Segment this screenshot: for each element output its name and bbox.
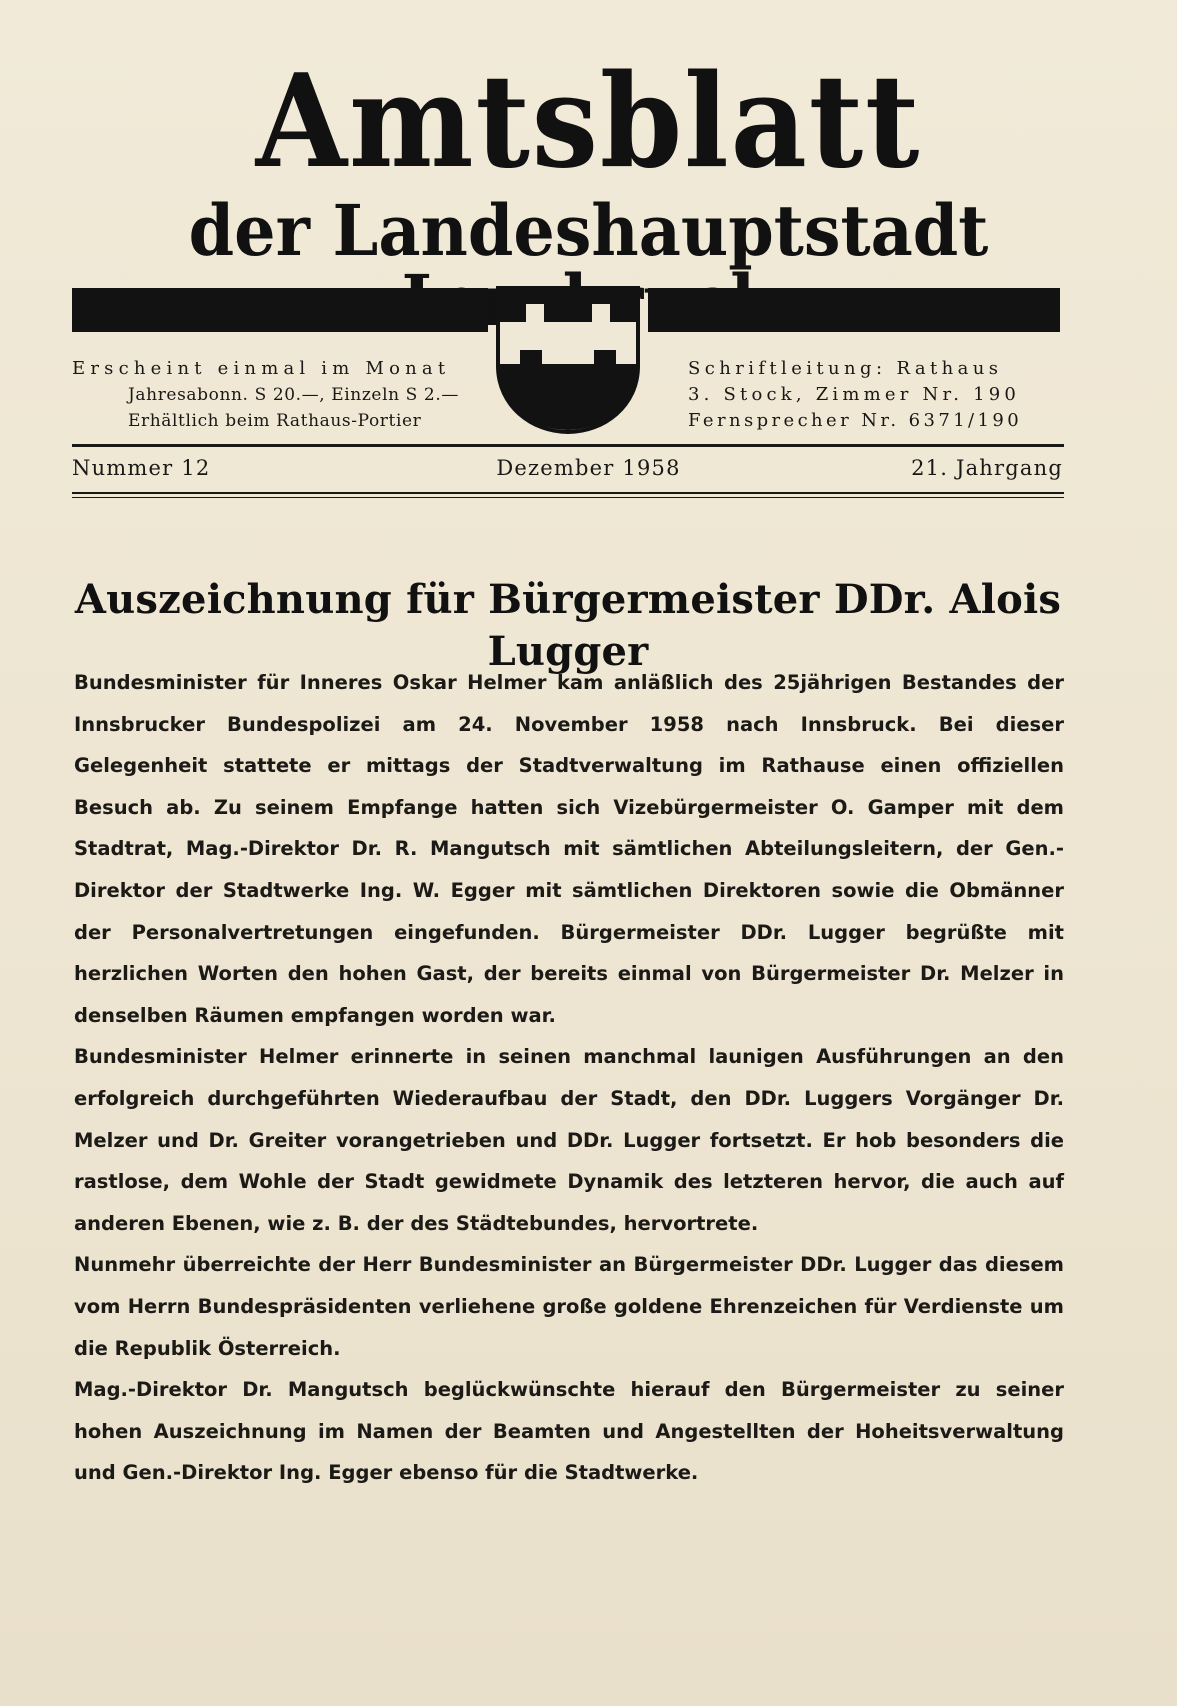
masthead-bar-left: [72, 288, 488, 332]
info-editorial: Schriftleitung: Rathaus: [688, 358, 1003, 379]
editorial-info: [688, 356, 1068, 434]
info-prices: Jahresabonn. S 20.—, Einzeln S 2.—: [128, 385, 459, 405]
masthead-subtitle: der Landeshauptstadt: [188, 189, 989, 272]
masthead-title: Amtsblatt: [255, 47, 922, 197]
article-headline: Auszeichnung für Bürgermeister DDr. Alois Lugger: [74, 576, 1062, 675]
issue-date: Dezember 1958: [496, 456, 681, 480]
rule-bottom-thin: [72, 497, 1064, 498]
article-body: [74, 662, 1064, 1494]
publication-info: [72, 356, 472, 434]
info-availability: Erhältlich beim Rathaus-Portier: [128, 411, 422, 431]
issue-year: 21. Jahrgang: [911, 456, 1063, 480]
rule-bottom: [72, 492, 1064, 494]
masthead-bar-right: [648, 288, 1060, 332]
info-phone: Fernsprecher Nr. 6371/190: [688, 410, 1023, 431]
article-paragraph: Bundesminister Helmer erinnerte in seinen manchmal launigen Ausführungen an den erfolgreich durchgeführten Wiederaufbau der Stadt, den DDr. Luggers Vorgänger Dr. Melzer und Dr. Greiter vorangetrieben und DDr. Lugger fortsetzt. Er hob besonders die rastlose, dem Wohle der Stadt gewidmete Dynamik des letzteren hervor, die auch auf anderen Ebenen, wie z. B. der des Städtebundes, hervortrete.: [74, 1045, 1064, 1235]
issue-number: Nummer 12: [72, 456, 211, 480]
info-frequency: Erscheint einmal im Monat: [72, 358, 451, 379]
article-paragraph: Bundesminister für Inneres Oskar Helmer kam anläßlich des 25jährigen Bestandes der Innsbrucker Bundespolizei am 24. November 1958 nach Innsbruck. Bei dieser Gelegenheit stattete er mittags der Stadtverwaltung im Rathause einen offiziellen Besuch ab. Zu seinem Empfange hatten sich Vizebürgermeister O. Gamper mit dem Stadtrat, Mag.-Direktor Dr. R. Mangutsch mit sämtlichen Abteilungsleitern, der Gen.-Direktor der Stadtwerke Ing. W. Egger mit sämtlichen Direktoren sowie die Obmänner der Personalvertretungen eingefunden. Bürgermeister DDr. Lugger begrüßte mit herzlichen Worten den hohen Gast, der bereits einmal von Bürgermeister Dr. Melzer in denselben Räumen empfangen worden war.: [74, 671, 1064, 1027]
info-room: 3. Stock, Zimmer Nr. 190: [688, 384, 1021, 405]
article-paragraph: Mag.-Direktor Dr. Mangutsch beglückwünschte hierauf den Bürgermeister zu seiner hohen Auszeichnung im Namen der Beamten und Angestellten der Hoheitsverwaltung und Gen.-Direktor Ing. Egger ebenso für die Stadtwerke.: [74, 1378, 1064, 1485]
article-paragraph: Nunmehr überreichte der Herr Bundesminister an Bürgermeister DDr. Lugger das diesem vom Herrn Bundespräsidenten verliehene große goldene Ehrenzeichen für Verdienste um die Republik Österreich.: [74, 1253, 1064, 1360]
rule-top: [72, 444, 1064, 447]
city-crest-icon: [494, 286, 642, 434]
